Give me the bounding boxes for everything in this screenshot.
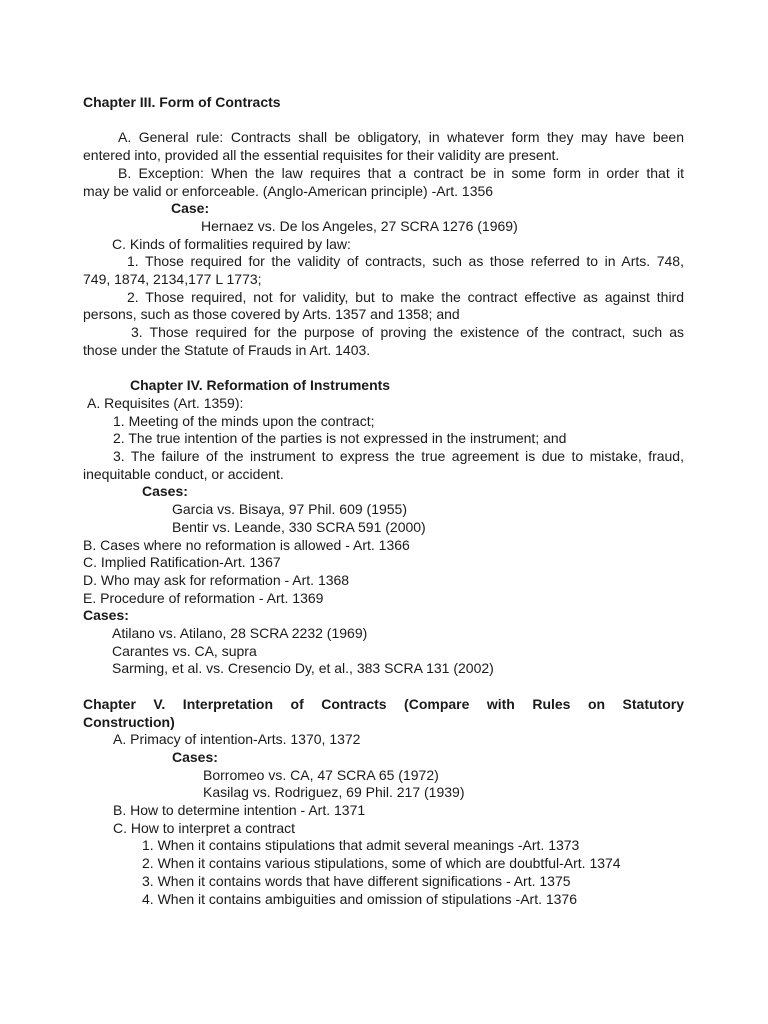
ch4-cases-label-1: Cases: [142,483,188,500]
ch4-item-d: D. Who may ask for reformation - Art. 1368 [83,571,350,588]
ch4-cases-label-2: Cases: [83,607,129,624]
ch5-rule-3: 3. When it contains words that have different significations - Art. 1375 [142,872,571,889]
ch3-kind-3-line1: 3. Those required for the purpose of proving the existence of the contract, such as [131,324,684,341]
ch5-cases-label: Cases: [172,748,218,765]
ch4-item-e: E. Procedure of reformation - Art. 1369 [83,589,324,606]
ch5-item-b: B. How to determine intention - Art. 1371 [113,802,366,819]
ch5-primacy-heading: A. Primacy of intention-Arts. 1370, 1372 [113,731,361,748]
document-page [83,94,684,908]
ch3-exception-line2: may be valid or enforceable. (Anglo-American principle) -Art. 1356 [83,182,494,199]
ch4-requisite-3-line1: 3. The failure of the instrument to express the true agreement is due to mistake, fraud, [113,448,684,465]
ch4-case-bentir: Bentir vs. Leande, 330 SCRA 591 (2000) [172,518,426,535]
ch4-requisite-1: 1. Meeting of the minds upon the contract; [113,412,375,429]
ch4-item-c: C. Implied Ratification-Art. 1367 [83,554,281,571]
ch4-case-sarming: Sarming, et al. vs. Cresencio Dy, et al., 383 SCRA 131 (2002) [112,660,494,677]
ch3-general-rule-line2: entered into, provided all the essential requisites for their validity are present. [83,147,560,164]
ch5-rule-1: 1. When it contains stipulations that admit several meanings -Art. 1373 [142,837,580,854]
ch4-item-b: B. Cases where no reformation is allowed - Art. 1366 [83,536,410,553]
chapter-4-title: Chapter IV. Reformation of Instruments [130,377,391,394]
ch4-requisite-3-line2: inequitable conduct, or accident. [83,465,284,482]
ch4-case-atilano: Atilano vs. Atilano, 28 SCRA 2232 (1969) [112,625,368,642]
ch3-kind-1-line2: 749, 1874, 2134,177 L 1773; [83,271,262,288]
ch3-case-1: Hernaez vs. De los Angeles, 27 SCRA 1276 (1969) [201,217,518,234]
ch4-case-carantes: Carantes vs. CA, supra [112,642,257,659]
ch4-case-garcia: Garcia vs. Bisaya, 97 Phil. 609 (1955) [172,501,408,518]
ch3-exception-line1: B. Exception: When the law requires that a contract be in some form in order that it [118,164,684,181]
ch3-general-rule-line1: A. General rule: Contracts shall be obligatory, in whatever form they may have been [118,129,684,146]
ch4-requisites-heading: A. Requisites (Art. 1359): [87,394,244,411]
ch5-rule-2: 2. When it contains various stipulations, some of which are doubtful-Art. 1374 [142,855,621,872]
ch3-kind-3-line2: those under the Statute of Frauds in Art. 1403. [83,341,371,358]
ch5-case-borromeo: Borromeo vs. CA, 47 SCRA 65 (1972) [203,766,439,783]
chapter-3-title: Chapter III. Form of Contracts [83,94,281,110]
ch3-kinds-heading: C. Kinds of formalities required by law: [112,235,351,252]
ch3-case-label: Case: [171,200,210,217]
ch3-kind-2-line1: 2. Those required, not for validity, but to make the contract effective as against third [127,288,684,305]
ch3-kind-2-line2: persons, such as those covered by Arts. 1357 and 1358; and [83,306,460,323]
chapter-5-title-line2: Construction) [83,713,175,730]
ch3-kind-1-line1: 1. Those required for the validity of contracts, such as those referred to in Arts. 748, [127,253,684,270]
ch5-item-c-heading: C. How to interpret a contract [113,819,296,836]
ch5-rule-4: 4. When it contains ambiguities and omission of stipulations -Art. 1376 [142,890,578,907]
ch4-requisite-2: 2. The true intention of the parties is not expressed in the instrument; and [113,430,567,447]
chapter-5-title-line1: Chapter V. Interpretation of Contracts (Compare with Rules on Statutory [83,695,684,712]
ch5-case-kasilag: Kasilag vs. Rodriguez, 69 Phil. 217 (1939) [203,784,465,801]
